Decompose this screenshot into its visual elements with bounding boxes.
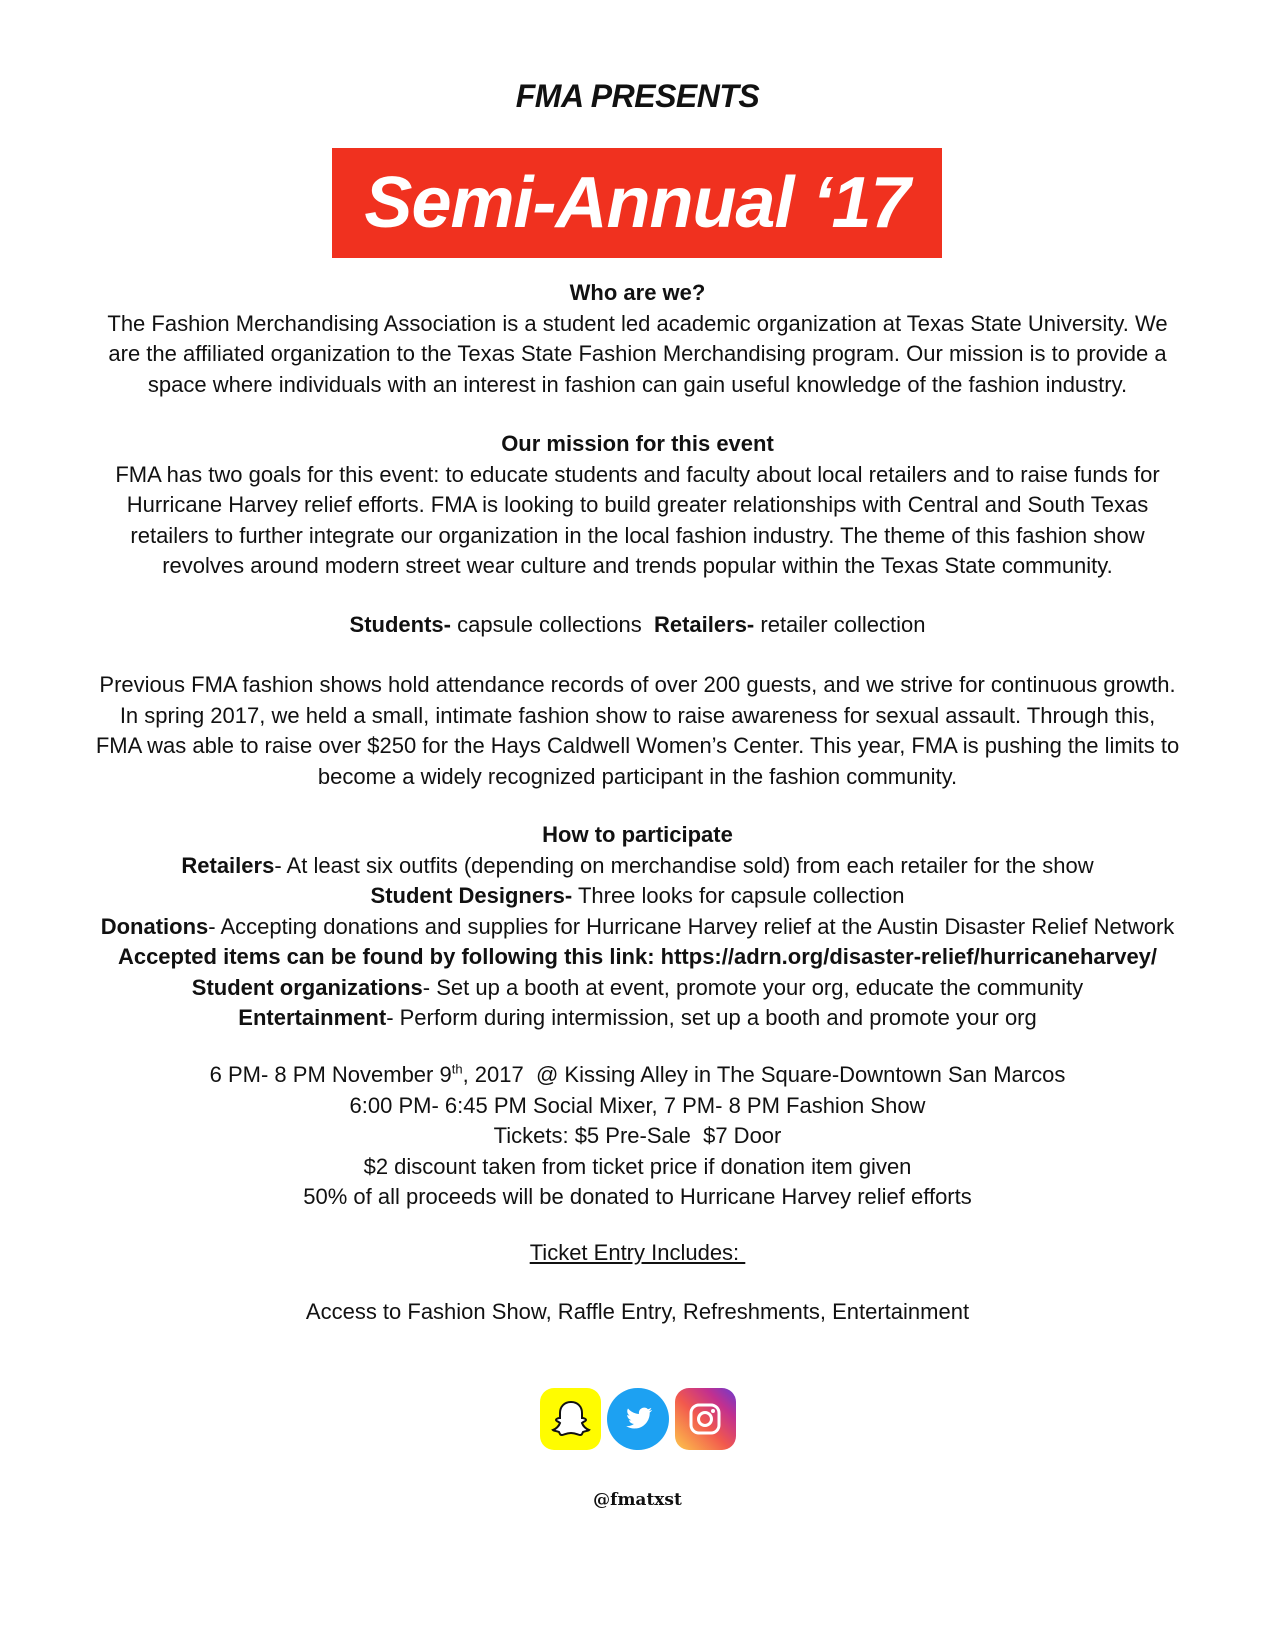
event-discount: $2 discount taken from ticket price if donation item given <box>363 1153 912 1179</box>
ticket-heading-block <box>60 1238 1215 1269</box>
event-date-prefix: 6 PM- 8 PM November 9 <box>209 1062 452 1087</box>
social-handle: @fmatxst <box>593 1490 682 1510</box>
mission-line: retailers to further integrate our organization in the local fashion industry. The theme of this fashion show <box>130 522 1145 548</box>
participate-retailers-text: - At least six outfits (depending on merchandise sold) from each retailer for the show <box>274 852 1094 878</box>
participate-orgs <box>60 973 1215 1004</box>
event-tickets: Tickets: $5 Pre-Sale $7 Door <box>493 1123 782 1148</box>
history-line: Previous FMA fashion shows hold attendance records of over 200 guests, and we strive for continuous growth. <box>99 672 1176 697</box>
retailers-label: Retailers- <box>653 612 755 637</box>
participate-donations <box>60 912 1215 943</box>
participate-section <box>60 820 1215 1034</box>
history-line: In spring 2017, we held a small, intimate fashion show to raise awareness for sexual assault. Through this, <box>119 702 1156 728</box>
twitter-icon[interactable] <box>607 1388 668 1450</box>
participate-retailers <box>60 851 1215 882</box>
accepted-items-link[interactable]: Accepted items can be found by following this link: https://adrn.org/disaster-relief/hurricaneharvey/ <box>117 944 1158 969</box>
presents-title: FMA PRESENTS <box>515 78 760 114</box>
event-date-sup: th <box>451 1061 463 1077</box>
who-line: are the affiliated organization to the Texas State Fashion Merchandising program. Our mission is to provide a <box>108 341 1167 366</box>
event-schedule: 6:00 PM- 6:45 PM Social Mixer, 7 PM- 8 PM Fashion Show <box>349 1092 926 1118</box>
who-line: space where individuals with an interest in fashion can gain useful knowledge of the fashion industry. <box>147 371 1128 397</box>
mission-line: revolves around modern street wear culture and trends popular within the Texas State community. <box>162 553 1113 578</box>
event-section <box>60 1060 1215 1213</box>
event-date <box>60 1060 1215 1091</box>
participate-retailers-label: Retailers <box>181 852 275 878</box>
participate-donations-text: - Accepting donations and supplies for Hurricane Harvey relief at the Austin Disaster Relief Network <box>208 913 1175 939</box>
mission-section <box>60 429 1215 582</box>
participate-designers <box>60 881 1215 912</box>
event-banner <box>332 148 942 258</box>
ticket-heading: Ticket Entry Includes: <box>529 1240 746 1265</box>
who-section <box>60 278 1215 400</box>
ticket-includes: Access to Fashion Show, Raffle Entry, Refreshments, Entertainment <box>305 1299 970 1324</box>
who-heading: Who are we? <box>569 280 706 305</box>
participate-donations-label: Donations <box>100 913 209 939</box>
mission-line: FMA has two goals for this event: to educate students and faculty about local retailers and to raise funds for <box>115 461 1160 487</box>
participate-entertainment-label: Entertainment <box>238 1005 387 1030</box>
mission-line: Hurricane Harvey relief efforts. FMA is looking to build greater relationships with Central and South Texas <box>126 492 1149 517</box>
social-icons <box>540 1387 736 1451</box>
ticket-includes-block <box>60 1297 1215 1328</box>
history-section <box>60 670 1215 792</box>
banner-title: Semi-Annual ‘17 <box>364 163 910 243</box>
history-line: become a widely recognized participant in the fashion community. <box>317 763 958 789</box>
participate-entertainment <box>60 1003 1215 1034</box>
participate-orgs-text: - Set up a booth at event, promote your org, educate the community <box>422 974 1084 1000</box>
participate-designers-text: Three looks for capsule collection <box>572 883 905 908</box>
snapchat-icon[interactable] <box>540 1388 601 1450</box>
participate-orgs-label: Student organizations <box>191 974 423 1000</box>
participate-entertainment-text: - Perform during intermission, set up a booth and promote your org <box>386 1005 1037 1030</box>
instagram-icon[interactable] <box>675 1388 736 1450</box>
retailers-text: retailer collection <box>754 612 926 637</box>
collections-line <box>60 610 1215 641</box>
event-proceeds: 50% of all proceeds will be donated to Hurricane Harvey relief efforts <box>303 1184 972 1209</box>
students-label: Students- <box>349 612 451 637</box>
event-date-suffix: , 2017 @ Kissing Alley in The Square-Downtown San Marcos <box>462 1062 1066 1087</box>
history-line: FMA was able to raise over $250 for the Hays Caldwell Women’s Center. This year, FMA is pushing the limits to <box>95 733 1180 758</box>
participate-designers-label: Student Designers- <box>370 883 573 908</box>
who-line: The Fashion Merchandising Association is a student led academic organization at Texas State University. We <box>107 310 1168 336</box>
students-text: capsule collections <box>450 612 654 637</box>
participate-heading: How to participate <box>542 822 733 847</box>
mission-heading: Our mission for this event <box>501 431 774 456</box>
